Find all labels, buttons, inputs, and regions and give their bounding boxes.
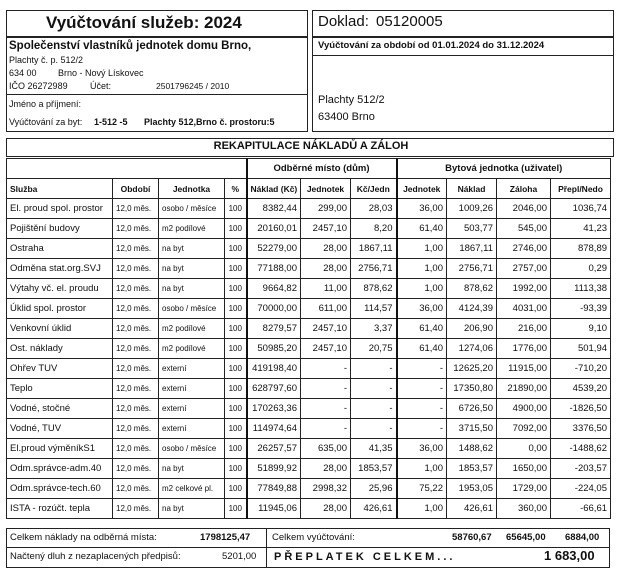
table-cell: 36,00 bbox=[397, 299, 447, 319]
table-cell: 170263,36 bbox=[247, 399, 301, 419]
account-value: 2501796245 / 2010 bbox=[156, 81, 230, 91]
table-cell: 12,0 měs. bbox=[113, 339, 159, 359]
table-row bbox=[7, 239, 611, 259]
total-naklad: 58760,67 bbox=[452, 532, 492, 543]
table-cell: -710,20 bbox=[551, 359, 611, 379]
table-cell: 21890,00 bbox=[497, 379, 551, 399]
table-cell: 206,90 bbox=[447, 319, 497, 339]
table-cell: 11,00 bbox=[301, 279, 351, 299]
table-cell: 545,00 bbox=[497, 219, 551, 239]
table-cell: - bbox=[397, 419, 447, 439]
table-cell: 1776,00 bbox=[497, 339, 551, 359]
table-cell: 61,40 bbox=[397, 339, 447, 359]
table-row bbox=[7, 339, 611, 359]
table-cell: 1650,00 bbox=[497, 459, 551, 479]
table-cell: 51899,92 bbox=[247, 459, 301, 479]
table-cell: - bbox=[351, 359, 397, 379]
ico-row bbox=[9, 81, 68, 91]
table-cell: 100 bbox=[225, 359, 247, 379]
table-cell: 12,0 měs. bbox=[113, 419, 159, 439]
table-cell: 1488,62 bbox=[447, 439, 497, 459]
column-header-row bbox=[7, 179, 611, 199]
table-cell: Odměna stat.org.SVJ bbox=[7, 259, 113, 279]
table-cell: 1,00 bbox=[397, 239, 447, 259]
table-cell: 503,77 bbox=[447, 219, 497, 239]
table-cell: na byt bbox=[159, 279, 225, 299]
table-cell: 100 bbox=[225, 339, 247, 359]
table-cell: 12625,20 bbox=[447, 359, 497, 379]
table-cell: -203,57 bbox=[551, 459, 611, 479]
col-pocet-jednotek: Jednotek bbox=[301, 179, 351, 199]
table-cell: 1,00 bbox=[397, 279, 447, 299]
table-cell: 52279,00 bbox=[247, 239, 301, 259]
vyuct-total-label: Celkem vyúčtování: bbox=[272, 532, 355, 543]
table-cell: Teplo bbox=[7, 379, 113, 399]
table-cell: m2 podílové bbox=[159, 219, 225, 239]
table-cell: 426,61 bbox=[447, 499, 497, 519]
table-cell: - bbox=[301, 379, 351, 399]
table-row bbox=[7, 479, 611, 499]
table-cell: -1488,62 bbox=[551, 439, 611, 459]
table-cell: 100 bbox=[225, 279, 247, 299]
table-cell: 12,0 měs. bbox=[113, 239, 159, 259]
table-cell: - bbox=[397, 379, 447, 399]
doc-label: Doklad: bbox=[318, 13, 369, 30]
table-cell: 2746,00 bbox=[497, 239, 551, 259]
table-cell: 9664,82 bbox=[247, 279, 301, 299]
table-cell: 2757,00 bbox=[497, 259, 551, 279]
table-cell: osobo / měsíce bbox=[159, 299, 225, 319]
recap-table bbox=[6, 158, 611, 519]
table-cell: na byt bbox=[159, 499, 225, 519]
table-row bbox=[7, 259, 611, 279]
org-name: Společenství vlastníků jednotek domu Brno, bbox=[9, 40, 252, 52]
table-cell: 28,00 bbox=[301, 259, 351, 279]
table-cell: 12,0 měs. bbox=[113, 359, 159, 379]
ico-value: 26272989 bbox=[27, 81, 68, 91]
table-cell: 26257,57 bbox=[247, 439, 301, 459]
dluh-label: Načtený dluh z nezaplacených předpisů: bbox=[10, 551, 181, 562]
table-cell: 1,00 bbox=[397, 499, 447, 519]
table-cell: 2046,00 bbox=[497, 199, 551, 219]
ico-label: IČO bbox=[9, 81, 26, 91]
table-cell: 100 bbox=[225, 219, 247, 239]
table-cell: 628797,60 bbox=[247, 379, 301, 399]
table-cell: 12,0 měs. bbox=[113, 459, 159, 479]
table-cell: 3715,50 bbox=[447, 419, 497, 439]
table-cell: ISTA - rozúčt. tepla bbox=[7, 499, 113, 519]
table-cell: 12,0 měs. bbox=[113, 299, 159, 319]
section-title: REKAPITULACE NÁKLADŮ A ZÁLOH bbox=[213, 140, 409, 152]
table-row bbox=[7, 439, 611, 459]
table-cell: 12,0 měs. bbox=[113, 279, 159, 299]
table-cell: 611,00 bbox=[301, 299, 351, 319]
table-cell: Vodné, TUV bbox=[7, 419, 113, 439]
table-cell: - bbox=[301, 419, 351, 439]
table-cell: 77849,88 bbox=[247, 479, 301, 499]
table-cell: m2 celkové pl. bbox=[159, 479, 225, 499]
col-naklad-kc: Náklad (Kč) bbox=[247, 179, 301, 199]
col-prepl: Přepl/Nedo bbox=[551, 179, 611, 199]
table-cell: 1274,06 bbox=[447, 339, 497, 359]
table-cell: 100 bbox=[225, 479, 247, 499]
table-cell: 419198,40 bbox=[247, 359, 301, 379]
table-cell: 12,0 měs. bbox=[113, 479, 159, 499]
table-cell: 17350,80 bbox=[447, 379, 497, 399]
table-cell: 1867,11 bbox=[447, 239, 497, 259]
col-obdobi: Období bbox=[113, 179, 159, 199]
table-cell: 114974,64 bbox=[247, 419, 301, 439]
table-cell: 501,94 bbox=[551, 339, 611, 359]
table-cell: 25,96 bbox=[351, 479, 397, 499]
table-cell: 100 bbox=[225, 499, 247, 519]
result-label: PŘEPLATEK CELKEM... bbox=[274, 551, 456, 563]
group-header-blank bbox=[7, 159, 247, 179]
divider bbox=[6, 547, 610, 548]
table-cell: 1729,00 bbox=[497, 479, 551, 499]
divider bbox=[312, 55, 614, 56]
table-cell: 3376,50 bbox=[551, 419, 611, 439]
unit-id: 1-512 -5 bbox=[94, 117, 128, 127]
table-cell: Ost. náklady bbox=[7, 339, 113, 359]
group-header-row bbox=[7, 159, 611, 179]
table-cell: 36,00 bbox=[397, 199, 447, 219]
table-cell: 100 bbox=[225, 399, 247, 419]
table-cell: 360,00 bbox=[497, 499, 551, 519]
odber-total-label: Celkem náklady na odběrná místa: bbox=[10, 532, 157, 543]
table-cell: 2998,32 bbox=[301, 479, 351, 499]
table-cell: 8,20 bbox=[351, 219, 397, 239]
table-row bbox=[7, 299, 611, 319]
table-cell: 635,00 bbox=[301, 439, 351, 459]
table-cell: 41,23 bbox=[551, 219, 611, 239]
table-cell: 36,00 bbox=[397, 439, 447, 459]
col-jednotka: Jednotka bbox=[159, 179, 225, 199]
col-pct: % bbox=[225, 179, 247, 199]
table-cell: -224,05 bbox=[551, 479, 611, 499]
col-jednotek: Jednotek bbox=[397, 179, 447, 199]
table-cell: 12,0 měs. bbox=[113, 199, 159, 219]
table-cell: 2457,10 bbox=[301, 219, 351, 239]
total-zaloha: 65645,00 bbox=[506, 532, 546, 543]
table-cell: -1826,50 bbox=[551, 399, 611, 419]
table-cell: 12,0 měs. bbox=[113, 379, 159, 399]
table-row bbox=[7, 359, 611, 379]
group-odber: Odběrné místo (dům) bbox=[247, 159, 397, 179]
table-cell: 100 bbox=[225, 379, 247, 399]
table-cell: 100 bbox=[225, 259, 247, 279]
table-cell: na byt bbox=[159, 259, 225, 279]
table-cell: 4124,39 bbox=[447, 299, 497, 319]
table-cell: 2756,71 bbox=[447, 259, 497, 279]
table-cell: osobo / měsíce bbox=[159, 199, 225, 219]
table-cell: 75,22 bbox=[397, 479, 447, 499]
table-cell: 878,89 bbox=[551, 239, 611, 259]
table-cell: 70000,00 bbox=[247, 299, 301, 319]
table-cell: externí bbox=[159, 399, 225, 419]
table-cell: 114,57 bbox=[351, 299, 397, 319]
table-cell: - bbox=[351, 399, 397, 419]
table-cell: 216,00 bbox=[497, 319, 551, 339]
page-title: Vyúčtování služeb: bbox=[46, 13, 200, 32]
table-cell: externí bbox=[159, 419, 225, 439]
table-cell: 41,35 bbox=[351, 439, 397, 459]
table-cell: 20160,01 bbox=[247, 219, 301, 239]
table-cell: - bbox=[397, 399, 447, 419]
address-line-1: Plachty 512/2 bbox=[318, 94, 385, 106]
table-cell: - bbox=[351, 419, 397, 439]
table-cell: 4539,20 bbox=[551, 379, 611, 399]
table-cell: Úklid spol. prostor bbox=[7, 299, 113, 319]
table-cell: El.proud výměníkS1 bbox=[7, 439, 113, 459]
period-text: Vyúčtování za období od 01.01.2024 do 31.12.2024 bbox=[318, 40, 545, 51]
table-cell: 2756,71 bbox=[351, 259, 397, 279]
table-cell: 61,40 bbox=[397, 319, 447, 339]
table-cell: 12,0 měs. bbox=[113, 399, 159, 419]
table-cell: 1,00 bbox=[397, 459, 447, 479]
table-cell: 100 bbox=[225, 459, 247, 479]
table-cell: 0,29 bbox=[551, 259, 611, 279]
table-cell: 299,00 bbox=[301, 199, 351, 219]
table-row bbox=[7, 279, 611, 299]
table-cell: 12,0 měs. bbox=[113, 499, 159, 519]
table-cell: 0,00 bbox=[497, 439, 551, 459]
table-cell: 12,0 měs. bbox=[113, 319, 159, 339]
table-cell: -66,61 bbox=[551, 499, 611, 519]
table-cell: - bbox=[301, 399, 351, 419]
table-cell: -93,39 bbox=[551, 299, 611, 319]
table-cell: 100 bbox=[225, 299, 247, 319]
year: 2024 bbox=[204, 13, 242, 32]
table-cell: 1036,74 bbox=[551, 199, 611, 219]
result-value: 1 683,00 bbox=[544, 548, 595, 563]
table-cell: m2 podílové bbox=[159, 339, 225, 359]
divider bbox=[266, 528, 267, 568]
divider bbox=[6, 94, 308, 95]
table-cell: 1867,11 bbox=[351, 239, 397, 259]
table-cell: 11945,06 bbox=[247, 499, 301, 519]
table-cell: Venkovní úklid bbox=[7, 319, 113, 339]
table-cell: Pojištění budovy bbox=[7, 219, 113, 239]
unit-desc: Plachty 512,Brno č. prostoru:5 bbox=[144, 117, 275, 127]
table-row bbox=[7, 319, 611, 339]
table-cell: 100 bbox=[225, 419, 247, 439]
org-zip: 634 00 bbox=[9, 68, 37, 78]
odber-total-value: 1798125,47 bbox=[200, 532, 251, 543]
table-row bbox=[7, 199, 611, 219]
table-cell: - bbox=[351, 379, 397, 399]
table-cell: externí bbox=[159, 379, 225, 399]
table-cell: na byt bbox=[159, 239, 225, 259]
table-cell: 100 bbox=[225, 239, 247, 259]
table-cell: 2457,10 bbox=[301, 339, 351, 359]
table-row bbox=[7, 399, 611, 419]
dluh-value: 5201,00 bbox=[222, 551, 257, 562]
table-cell: 7092,00 bbox=[497, 419, 551, 439]
table-row bbox=[7, 459, 611, 479]
table-row bbox=[7, 219, 611, 239]
table-cell: Ostraha bbox=[7, 239, 113, 259]
table-cell: 2457,10 bbox=[301, 319, 351, 339]
col-kc-jedn: Kč/Jedn bbox=[351, 179, 397, 199]
table-cell: 878,62 bbox=[447, 279, 497, 299]
col-naklad: Náklad bbox=[447, 179, 497, 199]
table-cell: 1113,38 bbox=[551, 279, 611, 299]
table-cell: 61,40 bbox=[397, 219, 447, 239]
table-cell: 878,62 bbox=[351, 279, 397, 299]
table-cell: 12,0 měs. bbox=[113, 219, 159, 239]
address-line-2: 63400 Brno bbox=[318, 111, 375, 123]
table-cell: Výtahy vč. el. proudu bbox=[7, 279, 113, 299]
table-cell: Odm.správce-adm.40 bbox=[7, 459, 113, 479]
table-cell: 28,00 bbox=[301, 459, 351, 479]
table-cell: 8382,44 bbox=[247, 199, 301, 219]
table-cell: 28,03 bbox=[351, 199, 397, 219]
name-label: Jméno a příjmení: bbox=[9, 99, 82, 109]
table-cell: 77188,00 bbox=[247, 259, 301, 279]
table-cell: m2 podílové bbox=[159, 319, 225, 339]
table-row bbox=[7, 499, 611, 519]
table-cell: 3,37 bbox=[351, 319, 397, 339]
table-cell: 100 bbox=[225, 199, 247, 219]
table-cell: 1009,26 bbox=[447, 199, 497, 219]
table-cell: 11915,00 bbox=[497, 359, 551, 379]
table-cell: - bbox=[301, 359, 351, 379]
table-cell: 100 bbox=[225, 319, 247, 339]
table-cell: Odm.správce-tech.60 bbox=[7, 479, 113, 499]
table-cell: 28,00 bbox=[301, 499, 351, 519]
table-cell: 4031,00 bbox=[497, 299, 551, 319]
org-street: Plachty č. p. 512/2 bbox=[9, 55, 84, 65]
table-cell: Ohřev TUV bbox=[7, 359, 113, 379]
table-cell: 100 bbox=[225, 439, 247, 459]
table-cell: 1992,00 bbox=[497, 279, 551, 299]
doc-number: 05120005 bbox=[376, 13, 443, 30]
group-bytova: Bytová jednotka (uživatel) bbox=[397, 159, 611, 179]
table-cell: 1,00 bbox=[397, 259, 447, 279]
table-cell: externí bbox=[159, 359, 225, 379]
table-cell: 6726,50 bbox=[447, 399, 497, 419]
table-cell: 1953,05 bbox=[447, 479, 497, 499]
table-cell: 426,61 bbox=[351, 499, 397, 519]
total-prepl: 6884,00 bbox=[565, 532, 600, 543]
table-cell: 8279,57 bbox=[247, 319, 301, 339]
table-cell: 1853,57 bbox=[351, 459, 397, 479]
table-cell: Vodné, stočné bbox=[7, 399, 113, 419]
table-cell: El. proud spol. prostor bbox=[7, 199, 113, 219]
table-cell: 28,00 bbox=[301, 239, 351, 259]
table-cell: 9,10 bbox=[551, 319, 611, 339]
col-sluzba: Služba bbox=[7, 179, 113, 199]
account-label: Účet: bbox=[90, 81, 112, 91]
table-row bbox=[7, 419, 611, 439]
table-cell: 4900,00 bbox=[497, 399, 551, 419]
table-cell: osobo / měsíce bbox=[159, 439, 225, 459]
table-cell: 20,75 bbox=[351, 339, 397, 359]
table-cell: 12,0 měs. bbox=[113, 439, 159, 459]
table-row bbox=[7, 379, 611, 399]
table-cell: 50985,20 bbox=[247, 339, 301, 359]
table-cell: 1853,57 bbox=[447, 459, 497, 479]
col-zaloha: Záloha bbox=[497, 179, 551, 199]
table-cell: na byt bbox=[159, 459, 225, 479]
org-city: Brno - Nový Lískovec bbox=[58, 68, 144, 78]
unit-label: Vyúčtování za byt: bbox=[9, 117, 83, 127]
table-cell: - bbox=[397, 359, 447, 379]
table-cell: 12,0 měs. bbox=[113, 259, 159, 279]
